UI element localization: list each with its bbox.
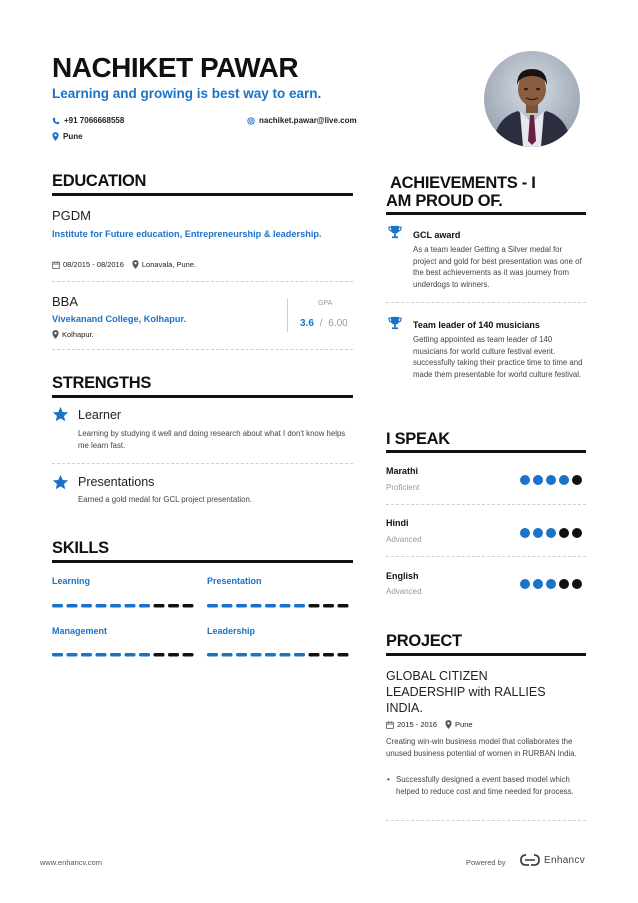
language-dot-filled [533, 579, 543, 589]
skill-segment-filled [81, 604, 92, 608]
location-contact [52, 132, 83, 141]
resume-name: NACHIKET PAWAR [52, 52, 299, 83]
strength-desc: Learning by studying it well and doing research about what I don't know helps me learn fast. [78, 429, 346, 450]
divider [386, 820, 586, 821]
at-icon [247, 117, 255, 125]
achievement-title: Team leader of 140 musicians [413, 320, 540, 330]
gpa-score [300, 318, 348, 329]
project-rule [386, 653, 586, 656]
project-place: Pune [455, 720, 473, 729]
project-meta [386, 720, 473, 729]
skill-segment-filled [251, 653, 262, 657]
skill-segment-filled [96, 653, 107, 657]
footer-powered-by: Powered by [466, 858, 506, 867]
skill-segment-filled [96, 604, 107, 608]
skill-bar-svg [52, 604, 194, 608]
education-place: Lonavala, Pune. [141, 260, 197, 269]
education-meta [52, 260, 196, 269]
skill-segment-filled [265, 653, 276, 657]
skill-bar [207, 595, 349, 613]
gpa-value: 3.6 [300, 318, 314, 329]
project-desc: Creating win-win business model that collaborates the unused business potential of women in RURBAN India. [386, 737, 577, 758]
skill-segment-filled [294, 653, 305, 657]
language-dot-filled [520, 528, 530, 538]
language-dot-filled [520, 579, 530, 589]
strength-desc: Earned a gold medal for GCL project presentation. [78, 495, 252, 504]
education-meta [52, 330, 94, 339]
language-dot-empty [572, 528, 582, 538]
enhancv-logo[interactable] [520, 853, 585, 867]
trophy-icon [388, 316, 402, 330]
bullet-dot: • [387, 775, 390, 784]
language-name: English [386, 571, 419, 581]
email-address: nachiket.pawar@live.com [259, 116, 357, 125]
skill-segment-filled [81, 653, 92, 657]
skill-name: Management [52, 626, 108, 636]
skill-segment-empty [323, 604, 334, 608]
divider [52, 349, 353, 350]
skill-segment-filled [139, 604, 150, 608]
strengths-rule [52, 395, 353, 398]
achievements-rule [386, 212, 586, 215]
skill-segment-empty [168, 653, 179, 657]
skill-segment-filled [294, 604, 305, 608]
education-heading: EDUCATION [52, 172, 147, 190]
skill-segment-empty [183, 604, 194, 608]
skill-segment-empty [154, 653, 165, 657]
language-dot-empty [572, 579, 582, 589]
skill-segment-filled [125, 604, 136, 608]
skill-segment-filled [280, 653, 291, 657]
divider [386, 504, 586, 505]
skill-segment-filled [222, 653, 233, 657]
language-dot-filled [546, 475, 556, 485]
skill-bar-svg [207, 653, 349, 657]
language-dot-filled [533, 475, 543, 485]
language-name: Marathi [386, 466, 419, 476]
skill-segment-empty [338, 604, 349, 608]
location-pin-icon [52, 132, 59, 141]
skill-segment-filled [222, 604, 233, 608]
skill-name: Learning [52, 576, 91, 586]
skill-segment-empty [323, 653, 334, 657]
skill-name: Presentation [207, 576, 262, 586]
profile-photo [484, 51, 580, 147]
language-level: Advanced [386, 535, 422, 544]
project-heading: PROJECT [386, 632, 462, 650]
enhancv-brand-text: Enhancv [544, 854, 586, 866]
enhancv-logo-icon [520, 853, 540, 867]
language-dot-empty [559, 528, 569, 538]
skill-segment-filled [52, 653, 63, 657]
skill-bar [52, 595, 194, 613]
project-name [386, 668, 546, 716]
skill-segment-filled [207, 604, 218, 608]
languages-rule [386, 450, 586, 453]
trophy-icon [388, 225, 402, 239]
skill-segment-filled [67, 604, 78, 608]
achievements-heading-line2: AM PROUD OF. [386, 192, 503, 210]
skill-segment-filled [125, 653, 136, 657]
languages-heading: I SPEAK [386, 430, 450, 448]
language-name: Hindi [386, 518, 409, 528]
gpa-divider [287, 298, 288, 332]
skill-segment-empty [338, 653, 349, 657]
language-dots [520, 576, 585, 594]
skill-segment-filled [67, 653, 78, 657]
calendar-icon [386, 721, 394, 729]
skill-segment-filled [265, 604, 276, 608]
language-dots [520, 525, 585, 543]
education-institution: Vivekanand College, Kolhapur. [52, 314, 187, 324]
project-bullet-text: Successfully designed a event based model which helped to reduce cost and time needed for process. [396, 775, 574, 796]
divider [52, 281, 353, 282]
phone-contact [52, 116, 124, 125]
project-name-line: INDIA. [386, 701, 423, 715]
language-dot-empty [559, 579, 569, 589]
achievement-desc: Getting appointed as team leader of 140 musicians for world culture festival event. successfully taking their practice time to time and made them presentable for world culture festival. [413, 335, 583, 379]
gpa-max: 6.00 [328, 318, 348, 329]
location-text: Pune [63, 132, 83, 141]
language-dot-filled [533, 528, 543, 538]
calendar-icon [52, 261, 60, 269]
skill-bar-svg [207, 604, 349, 608]
skill-segment-filled [207, 653, 218, 657]
language-dot-filled [546, 528, 556, 538]
language-dot-filled [546, 579, 556, 589]
email-contact [247, 116, 357, 125]
achievement-title: GCL award [413, 230, 461, 240]
star-icon [52, 406, 69, 423]
skill-segment-empty [168, 604, 179, 608]
education-degree: PGDM [52, 208, 91, 223]
location-pin-icon [132, 260, 139, 269]
education-place: Kolhapur. [62, 330, 94, 339]
skill-segment-filled [110, 604, 121, 608]
achievement-desc: As a team leader Getting a Silver medal for project and gold for best presentation was one of the best achievements as it was journey from underdogs to winners. [413, 245, 582, 289]
location-pin-icon [445, 720, 452, 729]
skill-bar-svg [52, 653, 194, 657]
skill-segment-empty [183, 653, 194, 657]
skill-segment-filled [139, 653, 150, 657]
project-bullet [386, 774, 586, 797]
strength-title: Learner [78, 408, 122, 422]
skill-segment-empty [309, 604, 320, 608]
star-icon [52, 474, 69, 491]
skills-rule [52, 560, 353, 563]
skill-segment-filled [110, 653, 121, 657]
skill-segment-filled [236, 653, 247, 657]
education-institution: Institute for Future education, Entrepreneurship & leadership. [52, 229, 322, 239]
language-level: Advanced [386, 587, 422, 596]
language-level: Proficient [386, 483, 420, 492]
strength-title: Presentations [78, 475, 155, 489]
project-name-line: LEADERSHIP with RALLIES [386, 685, 546, 699]
location-pin-icon [52, 330, 59, 339]
education-rule [52, 193, 353, 196]
phone-icon [52, 117, 60, 125]
skills-heading: SKILLS [52, 539, 109, 557]
divider [386, 302, 586, 303]
project-name-line: GLOBAL CITIZEN [386, 669, 488, 683]
resume-tagline: Learning and growing is best way to earn. [52, 86, 322, 101]
divider [386, 556, 586, 557]
language-dot-empty [572, 475, 582, 485]
skill-segment-filled [251, 604, 262, 608]
divider [52, 463, 353, 464]
gpa-label: GPA [318, 300, 333, 307]
education-degree: BBA [52, 294, 79, 309]
skill-bar [52, 644, 194, 662]
footer-url[interactable]: www.enhancv.com [40, 858, 102, 867]
skill-segment-filled [280, 604, 291, 608]
skill-segment-filled [52, 604, 63, 608]
achievements-heading: ACHIEVEMENTS - I [390, 174, 536, 192]
education-dates: 08/2015 - 08/2016 [63, 260, 124, 269]
gpa-separator: / [319, 318, 323, 329]
strengths-heading: STRENGTHS [52, 374, 152, 392]
skill-segment-filled [236, 604, 247, 608]
skill-name: Leadership [207, 626, 256, 636]
language-dots [520, 472, 585, 490]
project-dates: 2015 - 2016 [397, 720, 438, 729]
skill-segment-empty [309, 653, 320, 657]
language-dot-filled [559, 475, 569, 485]
phone-number: +91 7066668558 [64, 116, 125, 125]
skill-segment-empty [154, 604, 165, 608]
skill-bar [207, 644, 349, 662]
language-dot-filled [520, 475, 530, 485]
